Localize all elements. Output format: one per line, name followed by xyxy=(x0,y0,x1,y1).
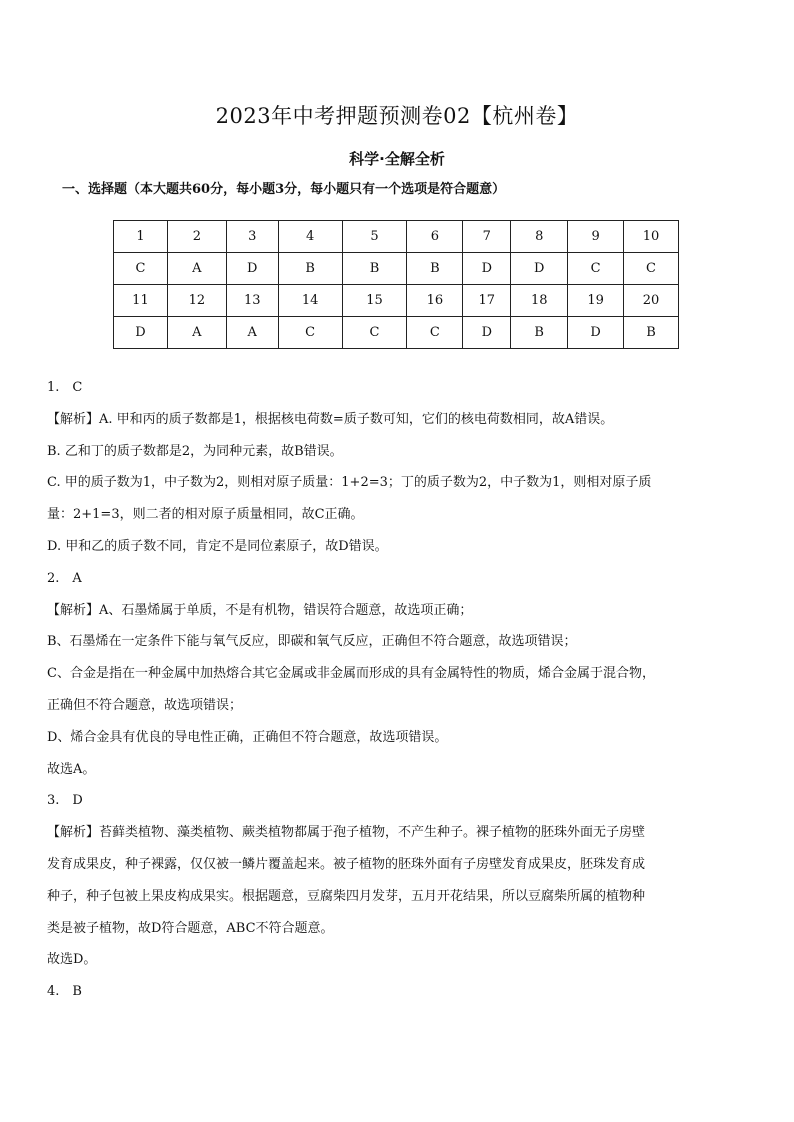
table-cell: D xyxy=(511,253,568,285)
table-cell: D xyxy=(114,317,168,349)
solution-body xyxy=(47,372,747,1008)
explanation-line: B、石墨烯在一定条件下能与氧气反应，即碳和氧气反应，正确但不符合题意，故选项错误； xyxy=(47,634,577,650)
table-cell: 2 xyxy=(167,221,226,253)
section-heading: 一、选择题（本大题共60分，每小题3分，每小题只有一个选项是符合题意） xyxy=(62,182,506,197)
explanation-line: 故选D。 xyxy=(47,952,97,968)
explanation-line: 类是被子植物，故D符合题意，ABC不符合题意。 xyxy=(47,920,334,936)
explanation-line: C、合金是指在一种金属中加热熔合其它金属或非金属而形成的具有金属特性的物质，烯合金属于混合物， xyxy=(47,666,655,682)
table-cell: B xyxy=(278,253,342,285)
table-cell: C xyxy=(278,317,342,349)
table-cell: D xyxy=(568,317,624,349)
table-cell: C xyxy=(407,317,463,349)
answer-line: 3. D xyxy=(47,793,83,809)
table-cell: 13 xyxy=(226,285,278,317)
explanation-line: D、烯合金具有优良的导电性正确，正确但不符合题意，故选项错误。 xyxy=(47,729,448,745)
table-cell: C xyxy=(342,317,407,349)
answer-line: 4. B xyxy=(47,984,82,1000)
table-cell: 8 xyxy=(511,221,568,253)
explanation-line: 【解析】A. 甲和丙的质子数都是1，根据核电荷数=质子数可知，它们的核电荷数相同，故A错误。 xyxy=(47,411,614,427)
table-cell: 12 xyxy=(167,285,226,317)
table-cell: A xyxy=(167,253,226,285)
table-cell: B xyxy=(511,317,568,349)
table-cell: D xyxy=(463,317,511,349)
table-cell: 19 xyxy=(568,285,624,317)
answer-line: 2. A xyxy=(47,570,82,586)
table-cell: B xyxy=(342,253,407,285)
table-cell: 17 xyxy=(463,285,511,317)
table-row xyxy=(114,317,679,349)
table-row xyxy=(114,285,679,317)
explanation-line: 发育成果皮，种子裸露，仅仅被一鳞片覆盖起来。被子植物的胚珠外面有子房壁发育成果皮，胚珠发育成 xyxy=(47,856,646,872)
table-cell: 18 xyxy=(511,285,568,317)
table-cell: 4 xyxy=(278,221,342,253)
table-cell: A xyxy=(226,317,278,349)
table-cell: 14 xyxy=(278,285,342,317)
table-cell: C xyxy=(624,253,679,285)
page-title: 2023年中考押题预测卷02【杭州卷】 xyxy=(215,104,579,128)
table-cell: C xyxy=(568,253,624,285)
explanation-line: 量：2+1=3，则二者的相对原子质量相同，故C正确。 xyxy=(47,507,364,523)
table-cell: 11 xyxy=(114,285,168,317)
table-cell: B xyxy=(624,317,679,349)
table-cell: D xyxy=(226,253,278,285)
table-cell: 16 xyxy=(407,285,463,317)
table-cell: B xyxy=(407,253,463,285)
page-subtitle: 科学·全解全析 xyxy=(349,150,445,168)
explanation-line: 故选A。 xyxy=(47,761,96,777)
table-row xyxy=(114,253,679,285)
table-cell: D xyxy=(463,253,511,285)
explanation-line: C. 甲的质子数为1，中子数为2，则相对原子质量：1+2=3；丁的质子数为2，中子数为1，则相对原子质 xyxy=(47,475,652,491)
table-cell: 1 xyxy=(114,221,168,253)
explanation-line: 正确但不符合题意，故选项错误； xyxy=(47,697,243,713)
table-cell: 3 xyxy=(226,221,278,253)
table-cell: 5 xyxy=(342,221,407,253)
answer-line: 1. C xyxy=(47,380,83,395)
explanation-line: 种子，种子包被上果皮构成果实。根据题意，豆腐柴四月发芽，五月开花结果，所以豆腐柴所属的植物种 xyxy=(47,888,646,904)
explanation-line: D. 甲和乙的质子数不同，肯定不是同位素原子，故D错误。 xyxy=(47,538,388,554)
table-cell: 20 xyxy=(624,285,679,317)
explanation-line: B. 乙和丁的质子数都是2，为同种元素，故B错误。 xyxy=(47,443,343,459)
explanation-line: 【解析】苔藓类植物、藻类植物、蕨类植物都属于孢子植物，不产生种子。裸子植物的胚珠外面无子房壁 xyxy=(47,825,646,841)
explanation-line: 【解析】A、石墨烯属于单质，不是有机物，错误符合题意，故选项正确； xyxy=(47,602,473,618)
table-cell: 10 xyxy=(624,221,679,253)
table-cell: 7 xyxy=(463,221,511,253)
table-cell: 9 xyxy=(568,221,624,253)
answer-table xyxy=(113,220,679,349)
table-cell: A xyxy=(167,317,226,349)
table-cell: 15 xyxy=(342,285,407,317)
table-cell: 6 xyxy=(407,221,463,253)
table-row xyxy=(114,221,679,253)
table-cell: C xyxy=(114,253,168,285)
